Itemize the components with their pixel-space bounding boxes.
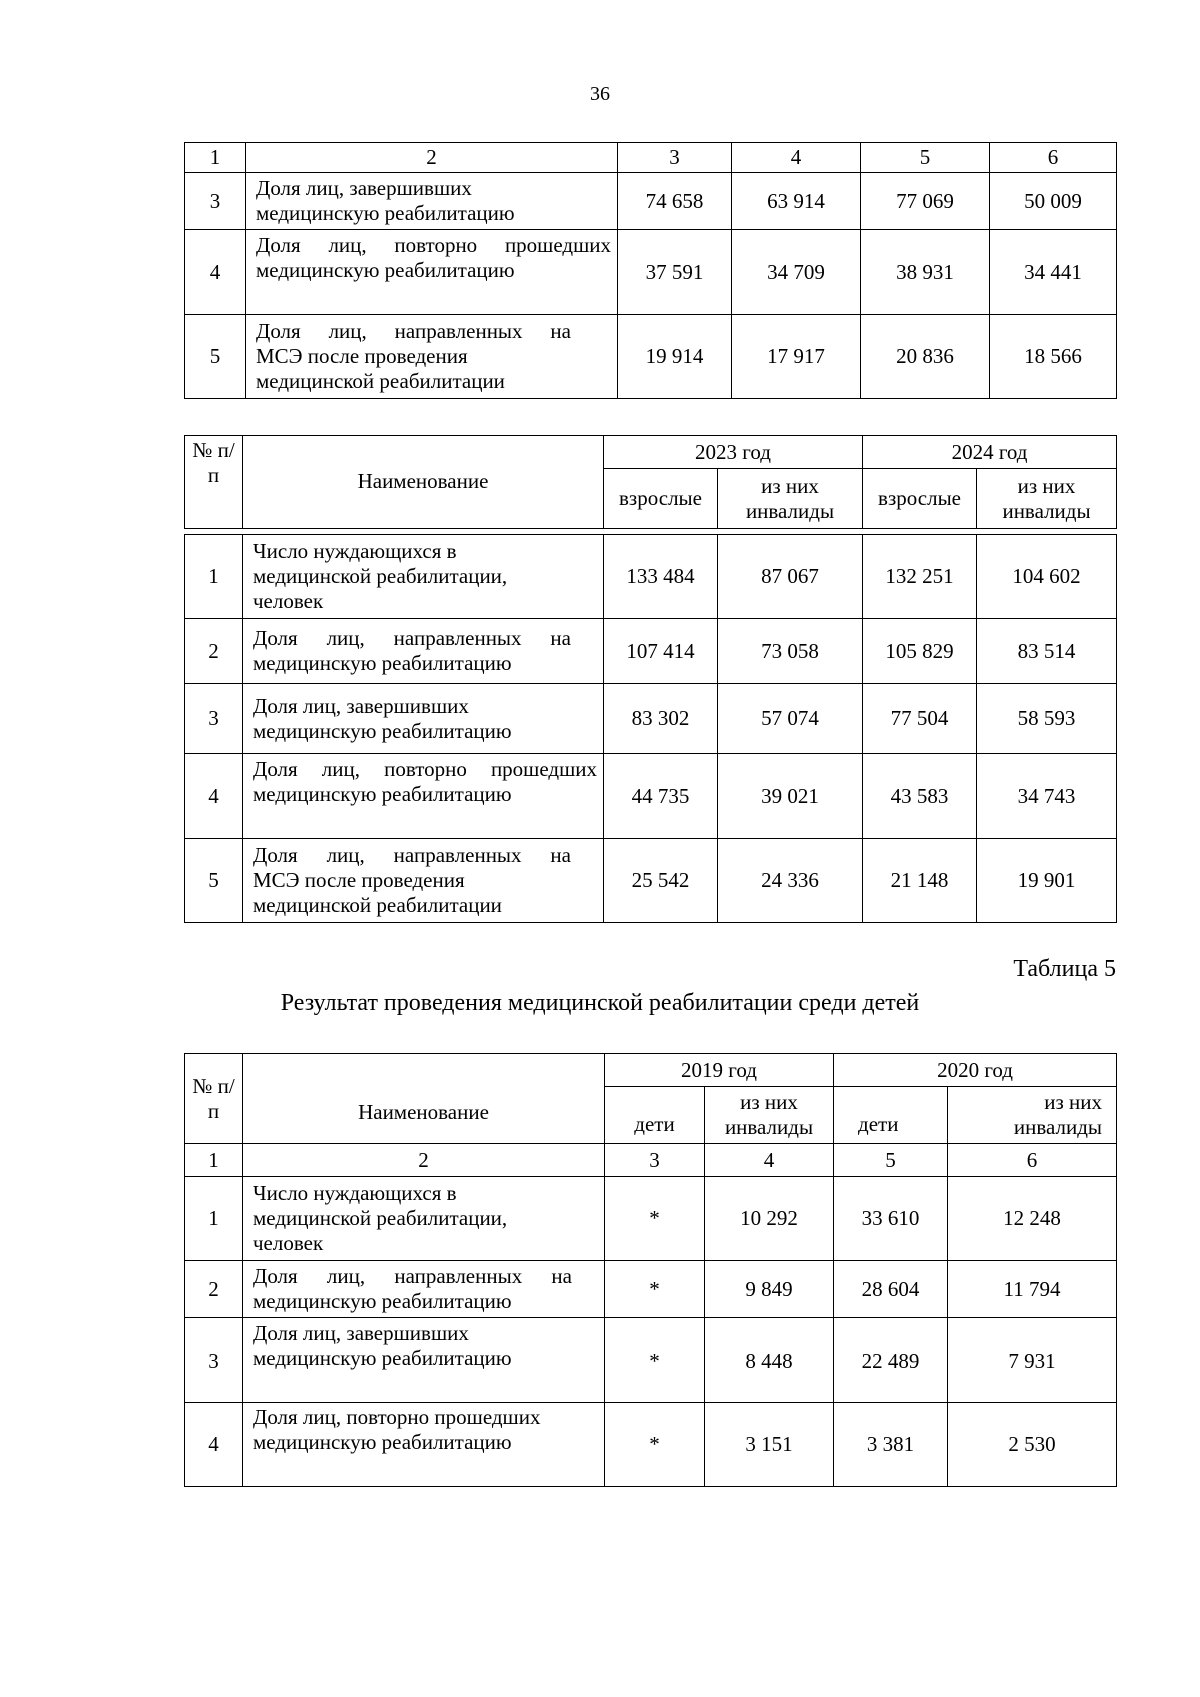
row-name-line: медицинскую реабилитацию [253, 1346, 512, 1370]
row-number: 2 [185, 1261, 243, 1318]
row-name [243, 619, 604, 684]
value-cell: 73 058 [718, 619, 863, 684]
subheader-disabled: из них инвалиды [705, 1087, 834, 1144]
row-name-line: медицинскую реабилитацию [253, 1430, 512, 1454]
value-cell: * [605, 1177, 705, 1261]
value-cell: 12 248 [948, 1177, 1117, 1261]
subheader-disabled: из них инвалиды [948, 1087, 1117, 1144]
value-cell: 3 381 [834, 1403, 948, 1487]
row-name-line: Доля лиц, завершивших [256, 176, 472, 200]
subheader-adults: взрослые [604, 469, 718, 529]
row-name [243, 684, 604, 754]
row-name-line: Доля лиц, повторно прошедших [253, 1405, 541, 1429]
subheader-disabled: из них инвалиды [718, 469, 863, 529]
table-row [185, 619, 1117, 684]
value-cell: 43 583 [863, 754, 977, 839]
table-row [185, 1318, 1117, 1403]
value-cell: 24 336 [718, 839, 863, 923]
value-cell: 50 009 [990, 173, 1117, 230]
table-row [185, 1177, 1117, 1261]
table-row [185, 173, 1117, 230]
value-cell: 34 709 [732, 230, 861, 315]
col-number: 4 [732, 143, 861, 173]
row-name-line: медицинскую реабилитацию [253, 1289, 512, 1313]
col-num-header: № п/п [185, 1054, 243, 1144]
table-row [185, 1403, 1117, 1487]
col-number: 3 [605, 1144, 705, 1177]
row-number: 4 [185, 230, 246, 315]
row-number: 1 [185, 1177, 243, 1261]
value-cell: 74 658 [618, 173, 732, 230]
row-name-line: медицинскую реабилитацию [256, 201, 515, 225]
value-cell: 107 414 [604, 619, 718, 684]
col-number: 5 [861, 143, 990, 173]
value-cell: 28 604 [834, 1261, 948, 1318]
row-number: 2 [185, 619, 243, 684]
value-cell: 37 591 [618, 230, 732, 315]
value-cell: 8 448 [705, 1318, 834, 1403]
row-name [243, 754, 604, 839]
row-number: 4 [185, 1403, 243, 1487]
value-cell: 17 917 [732, 315, 861, 399]
value-cell: 83 514 [977, 619, 1117, 684]
col-number: 2 [243, 1144, 605, 1177]
table-row [185, 754, 1117, 839]
row-name-line: медицинской реабилитации [253, 893, 502, 917]
col-name-header: Наименование [243, 436, 604, 529]
row-number: 5 [185, 839, 243, 923]
value-cell: 63 914 [732, 173, 861, 230]
row-number: 3 [185, 173, 246, 230]
row-name [246, 315, 618, 399]
row-name-line: медицинскую реабилитацию [253, 651, 512, 675]
value-cell: 34 441 [990, 230, 1117, 315]
header-row [185, 1054, 1117, 1087]
col-number: 6 [948, 1144, 1117, 1177]
value-cell: 104 602 [977, 535, 1117, 619]
value-cell: 77 504 [863, 684, 977, 754]
value-cell: 34 743 [977, 754, 1117, 839]
row-name [243, 535, 604, 619]
value-cell: 105 829 [863, 619, 977, 684]
subheader-children: дети [605, 1087, 705, 1144]
row-name-line: Число нуждающихся в [253, 539, 457, 563]
value-cell: 77 069 [861, 173, 990, 230]
row-name [243, 1403, 605, 1487]
row-name-line: Доля лиц, направленных на [253, 843, 571, 867]
table-row [185, 315, 1117, 399]
value-cell: 7 931 [948, 1318, 1117, 1403]
row-name-line: медицинской реабилитации [256, 369, 505, 393]
table-row [185, 684, 1117, 754]
table-row [185, 839, 1117, 923]
row-number: 1 [185, 535, 243, 619]
children-table [184, 1053, 1117, 1487]
row-name [243, 1261, 605, 1318]
col-number: 4 [705, 1144, 834, 1177]
row-name [246, 173, 618, 230]
row-name-line: Доля лиц, направленных на [253, 626, 571, 650]
header-row [185, 436, 1117, 469]
col-number: 2 [246, 143, 618, 173]
value-cell: 20 836 [861, 315, 990, 399]
value-cell: 9 849 [705, 1261, 834, 1318]
table-title: Результат проведения медицинской реабилитации среди детей [280, 990, 920, 1016]
value-cell: 83 302 [604, 684, 718, 754]
table-row [185, 1261, 1117, 1318]
value-cell: 19 901 [977, 839, 1117, 923]
col-number: 5 [834, 1144, 948, 1177]
row-name-line: медицинской реабилитации, [253, 564, 508, 588]
row-name-line: МСЭ после проведения [253, 868, 465, 892]
continued-table [184, 142, 1117, 399]
row-name-line: Доля лиц, повторно прошедших [253, 757, 597, 781]
col-num-header: № п/п [185, 436, 243, 529]
table-label: Таблица 5 [1013, 956, 1116, 982]
row-name-line: Доля лиц, завершивших [253, 1321, 469, 1345]
value-cell: 18 566 [990, 315, 1117, 399]
value-cell: 44 735 [604, 754, 718, 839]
table-row [185, 535, 1117, 619]
col-name-header: Наименование [243, 1054, 605, 1144]
row-number: 5 [185, 315, 246, 399]
row-name [243, 1177, 605, 1261]
row-name-line: медицинскую реабилитацию [253, 782, 512, 806]
row-name-line: человек [253, 589, 324, 613]
value-cell: 25 542 [604, 839, 718, 923]
value-cell: 19 914 [618, 315, 732, 399]
value-cell: 22 489 [834, 1318, 948, 1403]
row-number: 3 [185, 1318, 243, 1403]
subheader-disabled: из них инвалиды [977, 469, 1117, 529]
year-header: 2019 год [605, 1054, 834, 1087]
col-number: 3 [618, 143, 732, 173]
year-header: 2023 год [604, 436, 863, 469]
row-name-line: Доля лиц, повторно прошедших [256, 233, 611, 257]
subheader-adults: взрослые [863, 469, 977, 529]
adults-table [184, 435, 1117, 923]
value-cell: 11 794 [948, 1261, 1117, 1318]
col-number: 1 [185, 143, 246, 173]
row-name-line: Доля лиц, завершивших [253, 693, 469, 718]
row-name-line: МСЭ после проведения [256, 344, 468, 368]
value-cell: 57 074 [718, 684, 863, 754]
row-name-line: Число нуждающихся в [253, 1181, 457, 1205]
row-name [243, 839, 604, 923]
page-number: 36 [590, 83, 610, 105]
col-number: 1 [185, 1144, 243, 1177]
value-cell: 133 484 [604, 535, 718, 619]
year-header: 2024 год [863, 436, 1117, 469]
subheader-children: дети [834, 1087, 948, 1144]
row-name-line: Доля лиц, направленных на [256, 319, 571, 343]
row-number: 3 [185, 684, 243, 754]
row-name [243, 1318, 605, 1403]
table-row [185, 230, 1117, 315]
row-name-line: медицинской реабилитации, [253, 1206, 508, 1230]
value-cell: 10 292 [705, 1177, 834, 1261]
value-cell: 87 067 [718, 535, 863, 619]
value-cell: * [605, 1318, 705, 1403]
value-cell: 39 021 [718, 754, 863, 839]
row-name [246, 230, 618, 315]
row-name-line: медицинскую реабилитацию [253, 718, 512, 743]
value-cell: 2 530 [948, 1403, 1117, 1487]
value-cell: 132 251 [863, 535, 977, 619]
value-cell: 58 593 [977, 684, 1117, 754]
value-cell: 21 148 [863, 839, 977, 923]
column-number-row [185, 143, 1117, 173]
value-cell: 33 610 [834, 1177, 948, 1261]
row-name-line: медицинскую реабилитацию [256, 258, 515, 282]
column-number-row [185, 1144, 1117, 1177]
row-name-line: человек [253, 1231, 324, 1255]
value-cell: * [605, 1403, 705, 1487]
year-header: 2020 год [834, 1054, 1117, 1087]
col-number: 6 [990, 143, 1117, 173]
value-cell: * [605, 1261, 705, 1318]
row-name-line: Доля лиц, направленных на [253, 1264, 572, 1288]
value-cell: 38 931 [861, 230, 990, 315]
value-cell: 3 151 [705, 1403, 834, 1487]
row-number: 4 [185, 754, 243, 839]
